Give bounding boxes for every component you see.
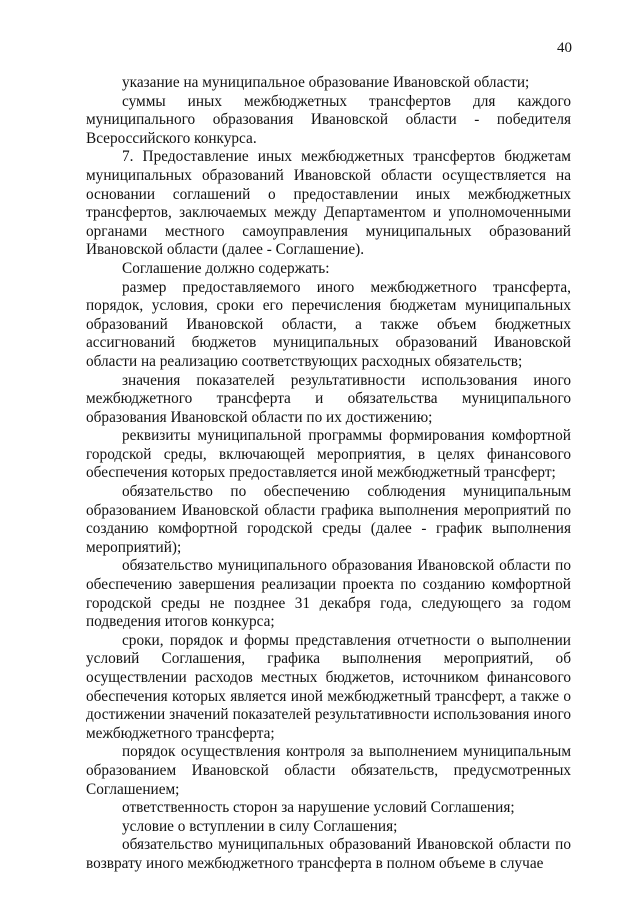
paragraph: обязательство муниципальных образований Ивановской области по возврату иного межбюджетного трансферта в полном объеме в случае — [86, 836, 571, 872]
paragraph: условие о вступлении в силу Соглашения; — [122, 817, 398, 835]
paragraph: Соглашение должно содержать: — [122, 259, 330, 277]
paragraph: размер предоставляемого иного межбюджетного трансферта, порядок, условия, сроки его перечисления бюджетам муниципальных образований Ивановской области, а также объем бюджетных ассигнований бюджетов муниципальных образований Ивановской области на реализацию соответствующих расходных обязательств; — [86, 278, 571, 370]
paragraph: сроки, порядок и формы представления отчетности о выполнении условий Соглашения, графика выполнения мероприятий, об осуществлении расходов местных бюджетов, источником финансового обеспечения которых является иной межбюджетный трансферт, а также о достижении значений показателей результативности использования иного межбюджетного трансферта; — [86, 631, 571, 742]
paragraph: реквизиты муниципальной программы формирования комфортной городской среды, включающей мероприятия, в целях финансового обеспечения которых предоставляется иной межбюджетный трансферт; — [86, 427, 571, 482]
paragraph: порядок осуществления контроля за выполнением муниципальным образованием Ивановской области обязательств, предусмотренных Соглашением; — [86, 743, 571, 798]
page-number: 40 — [557, 40, 572, 56]
paragraph: значения показателей результативности использования иного межбюджетного трансферта и обязательства муниципального образования Ивановской области по их достижению; — [86, 371, 571, 426]
paragraph: обязательство по обеспечению соблюдения муниципальным образованием Ивановской области графика выполнения мероприятий по созданию комфортной городской среды (далее - график выполнения мероприятий); — [86, 483, 571, 556]
paragraph: ответственность сторон за нарушение условий Соглашения; — [122, 799, 515, 817]
paragraph: указание на муниципальное образование Ивановской области; — [122, 74, 530, 91]
paragraph: обязательство муниципального образования Ивановской области по обеспечению завершения реализации проекта по созданию комфортной городской среды не позднее 31 декабря года, следующего за годом подведения итогов конкурса; — [86, 557, 571, 631]
document-body — [86, 74, 571, 874]
paragraph: суммы иных межбюджетных трансфертов для каждого муниципального образования Ивановской области - победителя Всероссийского конкурса. — [86, 92, 571, 147]
paragraph: 7. Предоставление иных межбюджетных трансфертов бюджетам муниципальных образований Ивановской области осуществляется на основании соглашений о предоставлении иных межбюджетных трансфертов, заключаемых между Департаментом и уполномоченными органами местного самоуправления муниципальных образований Ивановской области (далее - Соглашение). — [86, 148, 571, 259]
